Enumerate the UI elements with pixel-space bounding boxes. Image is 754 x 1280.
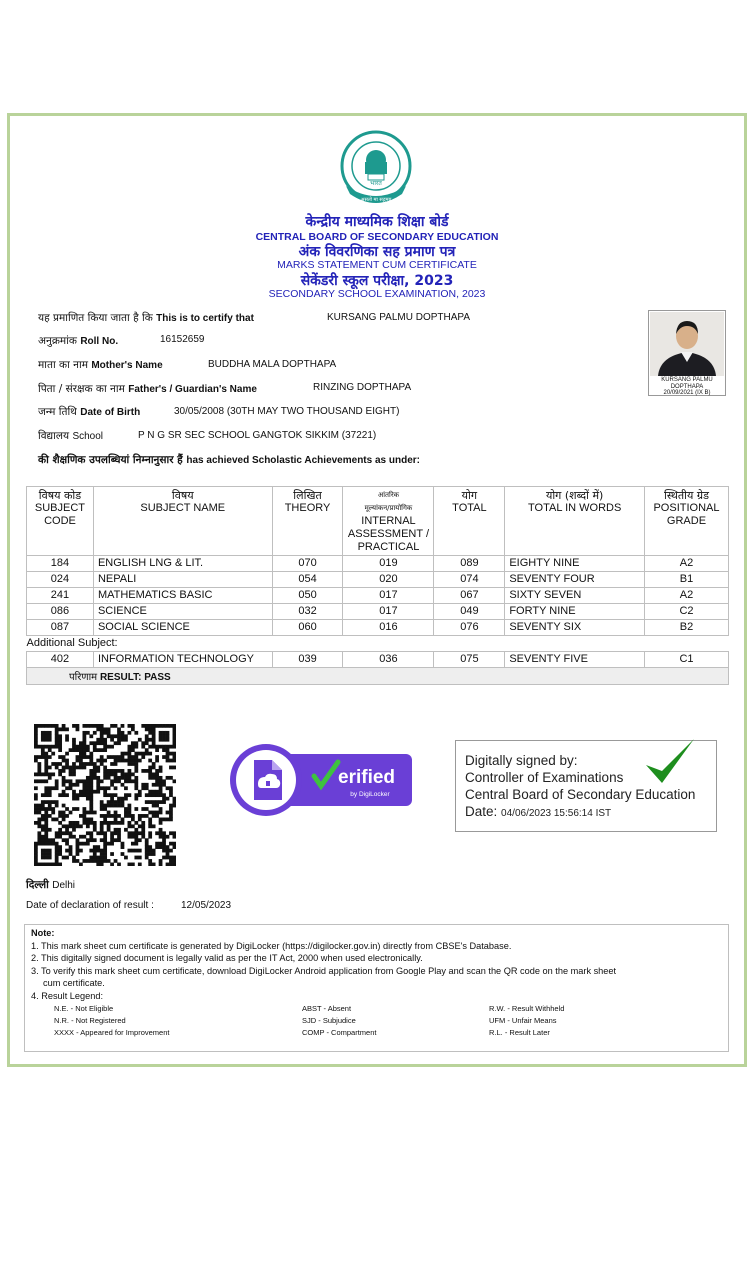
mother-label: माता का नाम Mother's Name: [38, 359, 163, 371]
subject-code: 086: [27, 604, 94, 620]
subject-name: NEPALI: [93, 572, 272, 588]
total-marks: 075: [434, 652, 505, 668]
declaration-date: 12/05/2023: [181, 900, 232, 911]
photo-caption-surname: DOPTHAPA: [670, 383, 704, 390]
positional-grade: C2: [644, 604, 728, 620]
subject-code: 241: [27, 588, 94, 604]
internal-marks: 016: [343, 620, 434, 636]
theory-marks: 054: [272, 572, 343, 588]
cbse-logo-icon: [340, 128, 412, 212]
signer-title: Controller of Examinations: [465, 770, 624, 785]
legend-item: R.L. - Result Later: [489, 1028, 550, 1037]
notes-title: Note:: [31, 928, 55, 938]
total-marks: 089: [434, 556, 505, 572]
dob-label: जन्म तिथि Date of Birth: [38, 406, 141, 418]
header-positional-grade: स्थितीय ग्रेड POSITIONAL GRADE: [644, 487, 728, 556]
subject-code: 087: [27, 620, 94, 636]
header-subject-code: विषय कोड SUBJECT CODE: [27, 487, 94, 556]
verified-subtext: by DigiLocker: [350, 791, 390, 798]
legend-item: COMP - Compartment: [302, 1028, 377, 1037]
total-in-words: SEVENTY SIX: [505, 620, 645, 636]
total-in-words: SIXTY SEVEN: [505, 588, 645, 604]
header-theory: लिखित THEORY: [272, 487, 343, 556]
note-3: 3. To verify this mark sheet cum certificate, download DigiLocker Android application from Google Play and scan the QR code on the mark sheet: [31, 965, 617, 976]
signature-check-icon: [642, 735, 698, 791]
father-name: RINZING DOPTHAPA: [313, 382, 412, 393]
photo-portrait-icon: [650, 312, 724, 376]
photo-caption-date: 20/09/2021 (IX B): [663, 390, 711, 396]
note-1: 1. This mark sheet cum certificate is generated by DigiLocker (https://digilocker.gov.in) directly from CBSE's Database.: [31, 940, 512, 951]
legend-item: UFM - Unfair Means: [489, 1016, 557, 1025]
verified-digilocker-badge: [230, 744, 414, 818]
qr-code-icon[interactable]: [34, 724, 176, 866]
subject-code: 024: [27, 572, 94, 588]
school-label: विद्यालय School: [38, 430, 104, 442]
signed-by-label: Digitally signed by:: [465, 753, 578, 768]
legend-item: SJD - Subjudice: [302, 1016, 356, 1025]
achieved-label: की शैक्षणिक उपलब्धियां निम्नानुसार हैं has achieved Scholastic Achievements as under:: [38, 454, 420, 466]
exam-title-hindi: सेकेंडरी स्कूल परीक्षा, 2023: [300, 273, 454, 289]
theory-marks: 060: [272, 620, 343, 636]
signer-organization: Central Board of Secondary Education: [465, 787, 696, 802]
note-2: 2. This digitally signed document is legally valid as per the IT Act, 2000 when used electronically.: [31, 953, 423, 963]
student-name: KURSANG PALMU DOPTHAPA: [327, 312, 470, 323]
internal-marks: 020: [343, 572, 434, 588]
certify-label: यह प्रमाणित किया जाता है कि This is to certify that: [38, 312, 254, 324]
mother-name: BUDDHA MALA DOPTHAPA: [208, 359, 337, 370]
table-row: [27, 556, 729, 572]
header-subject-name: विषय SUBJECT NAME: [93, 487, 272, 556]
internal-marks: 036: [343, 652, 434, 668]
legend-item: XXXX - Appeared for Improvement: [54, 1028, 170, 1037]
note-4: 4. Result Legend:: [31, 990, 104, 1001]
declaration-label: Date of declaration of result :: [26, 900, 154, 911]
subject-name: SCIENCE: [93, 604, 272, 620]
additional-subject-label-row: [27, 636, 729, 652]
internal-marks: 017: [343, 588, 434, 604]
logo-text: भारत: [370, 180, 382, 187]
positional-grade: C1: [644, 652, 728, 668]
total-marks: 049: [434, 604, 505, 620]
result-row: [27, 668, 729, 685]
student-photo: [648, 310, 726, 396]
internal-marks: 019: [343, 556, 434, 572]
total-marks: 067: [434, 588, 505, 604]
digital-signature-box: [455, 740, 717, 832]
table-row: [27, 620, 729, 636]
subject-name: SOCIAL SCIENCE: [93, 620, 272, 636]
subject-name: MATHEMATICS BASIC: [93, 588, 272, 604]
total-in-words: FORTY NINE: [505, 604, 645, 620]
note-3-continued: cum certificate.: [43, 978, 105, 988]
legend-item: N.R. - Not Registered: [54, 1016, 126, 1025]
subject-name: ENGLISH LNG & LIT.: [93, 556, 272, 572]
internal-marks: 017: [343, 604, 434, 620]
result-text: परिणाम RESULT: PASS: [27, 668, 729, 685]
logo-motto: असतो मा सद्गमय: [360, 197, 392, 203]
theory-marks: 070: [272, 556, 343, 572]
signature-date: Date: 04/06/2023 15:56:14 IST: [465, 804, 612, 819]
verified-text: erified: [338, 767, 396, 788]
school-name: P N G SR SEC SCHOOL GANGTOK SIKKIM (37221): [138, 430, 377, 441]
theory-marks: 050: [272, 588, 343, 604]
legend-item: N.E. - Not Eligible: [54, 1004, 114, 1013]
table-header-row: [27, 487, 729, 556]
total-in-words: SEVENTY FOUR: [505, 572, 645, 588]
table-row: [27, 604, 729, 620]
total-marks: 076: [434, 620, 505, 636]
total-marks: 074: [434, 572, 505, 588]
roll-number: 16152659: [160, 334, 205, 345]
total-in-words: EIGHTY NINE: [505, 556, 645, 572]
photo-caption-name: KURSANG PALMU: [661, 377, 713, 383]
roll-label: अनुक्रमांक Roll No.: [38, 335, 119, 347]
date-of-birth: 30/05/2008 (30TH MAY TWO THOUSAND EIGHT): [174, 406, 400, 417]
board-name-hindi: केन्द्रीय माध्यमिक शिक्षा बोर्ड: [305, 214, 449, 230]
notes-box: [24, 924, 729, 1052]
table-row: [27, 572, 729, 588]
legend-item: R.W. - Result Withheld: [489, 1004, 565, 1013]
place-label: दिल्ली Delhi: [26, 879, 76, 891]
positional-grade: A2: [644, 588, 728, 604]
board-name-english: CENTRAL BOARD OF SECONDARY EDUCATION: [255, 231, 499, 243]
positional-grade: B1: [644, 572, 728, 588]
additional-subject-label: Additional Subject:: [27, 636, 729, 652]
certificate-title-english: MARKS STATEMENT CUM CERTIFICATE: [277, 259, 477, 271]
positional-grade: B2: [644, 620, 728, 636]
legend-item: ABST - Absent: [302, 1004, 352, 1013]
exam-title-english: SECONDARY SCHOOL EXAMINATION, 2023: [268, 288, 486, 300]
header-total: योग TOTAL: [434, 487, 505, 556]
theory-marks: 039: [272, 652, 343, 668]
certificate-title-hindi: अंक विवरणिका सह प्रमाण पत्र: [298, 244, 456, 260]
header-total-in-words: योग (शब्दों में) TOTAL IN WORDS: [505, 487, 645, 556]
subject-name: INFORMATION TECHNOLOGY: [93, 652, 272, 668]
marks-table: [26, 486, 729, 685]
positional-grade: A2: [644, 556, 728, 572]
header-internal: आंतरिक मूल्यांकन/प्रायोगिक INTERNAL ASSESSMENT / PRACTICAL: [343, 487, 434, 556]
total-in-words: SEVENTY FIVE: [505, 652, 645, 668]
theory-marks: 032: [272, 604, 343, 620]
father-label: पिता / संरक्षक का नाम Father's / Guardian's Name: [38, 383, 257, 395]
table-row: [27, 588, 729, 604]
subject-code: 184: [27, 556, 94, 572]
subject-code: 402: [27, 652, 94, 668]
table-row: [27, 652, 729, 668]
